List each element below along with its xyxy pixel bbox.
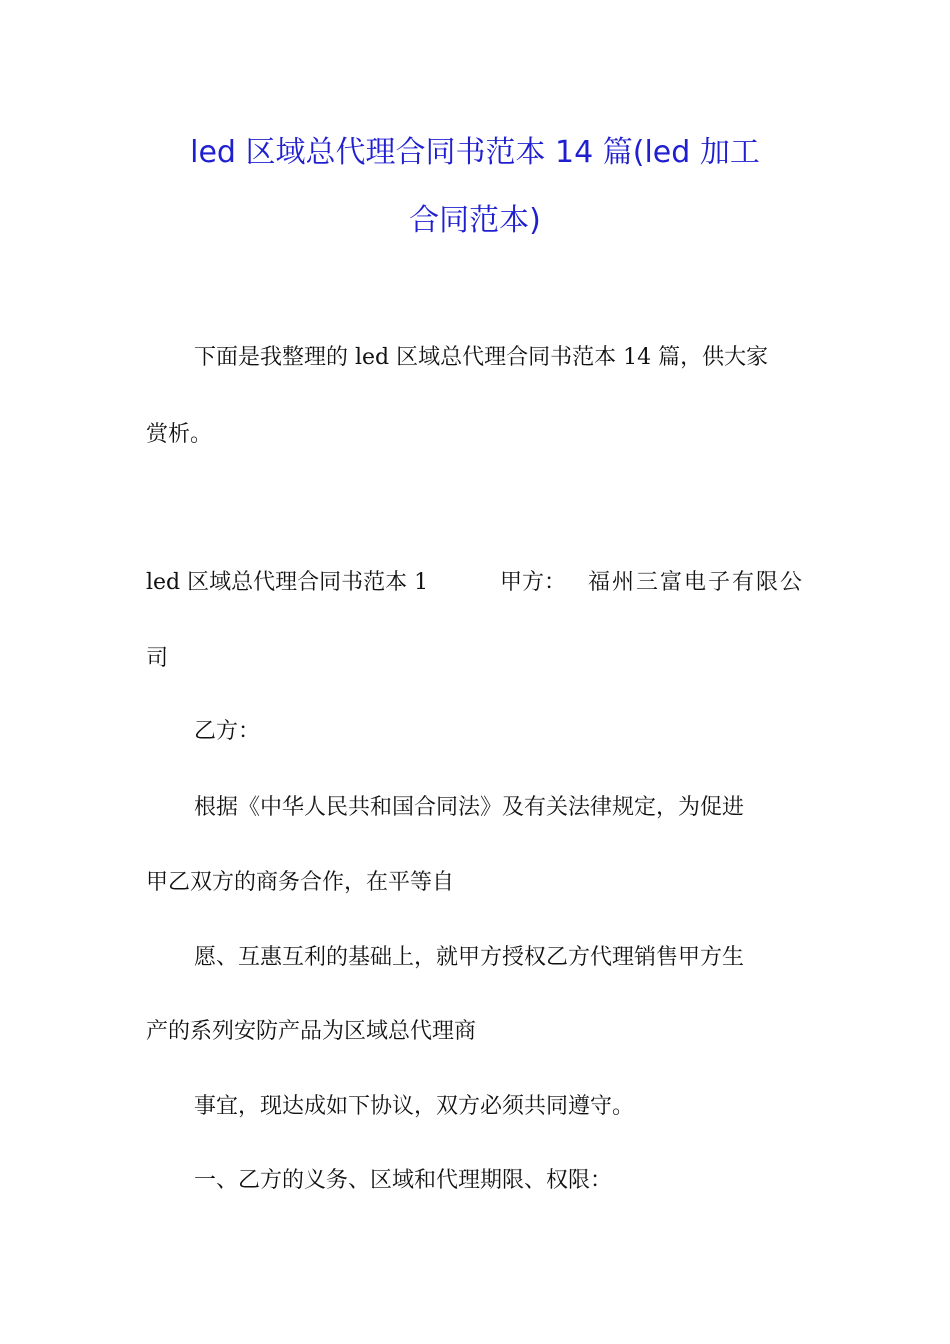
clause-1-heading: 一、乙方的义务、区域和代理期限、权限： [194,1168,613,1193]
paragraph-2-line-1: 愿、互惠互利的基础上，就甲方授权乙方代理销售甲方生 [194,945,745,970]
paragraph-1-line-2: 甲乙双方的商务合作，在平等自 [146,870,455,895]
intro-paragraph-line-1: 下面是我整理的 led 区域总代理合同书范本 14 篇，供大家 [194,345,769,370]
party-a-name: 福州三富电子有限公 [588,570,805,595]
paragraph-1-line-1: 根据《中华人民共和国合同法》及有关法律规定，为促进 [194,795,745,820]
document-title-line-2: 合同范本) [409,203,541,238]
document-title-line-1: led 区域总代理合同书范本 14 篇(led 加工 [190,135,760,170]
paragraph-2-line-2: 产的系列安防产品为区域总代理商 [146,1019,477,1044]
party-a-name-continued: 司 [146,646,169,671]
paragraph-3-line-1: 事宜，现达成如下协议，双方必须共同遵守。 [194,1094,635,1119]
section-heading: led 区域总代理合同书范本 1 [146,570,429,595]
intro-paragraph-line-2: 赏析。 [146,422,213,447]
party-a-label: 甲方： [500,570,567,595]
party-b-label: 乙方： [194,719,261,744]
